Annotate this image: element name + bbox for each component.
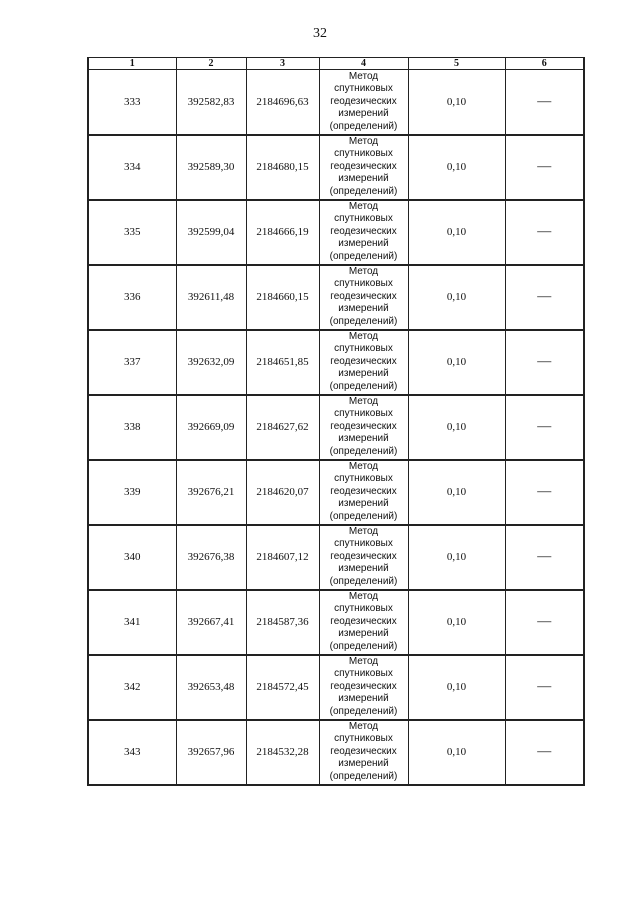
method-line: спутниковых: [334, 538, 393, 550]
method-line: спутниковых: [334, 603, 393, 615]
method-line: измерений: [338, 173, 389, 185]
coordinate-x: 392657,96: [176, 720, 246, 785]
method-line: Метод: [348, 135, 379, 147]
method-line: спутниковых: [334, 473, 393, 485]
coordinate-x: 392599,04: [176, 200, 246, 265]
accuracy-value: 0,10: [408, 70, 505, 135]
method-line: измерений: [338, 238, 389, 250]
method-line: (определений): [329, 510, 398, 522]
method-line: геодезических: [330, 355, 397, 367]
method-line: измерений: [338, 368, 389, 380]
coordinate-y: 2184666,19: [246, 200, 319, 265]
table-row: [88, 135, 584, 200]
method-cell: [319, 655, 408, 720]
method-line: геодезических: [330, 290, 397, 302]
note-dash: —: [505, 590, 584, 655]
coordinate-y: 2184627,62: [246, 395, 319, 460]
note-dash: —: [505, 265, 584, 330]
coordinate-x: 392611,48: [176, 265, 246, 330]
coordinate-x: 392632,09: [176, 330, 246, 395]
table-row: [88, 590, 584, 655]
method-line: спутниковых: [334, 733, 393, 745]
method-line: спутниковых: [334, 343, 393, 355]
method-line: Метод: [348, 525, 379, 537]
coordinate-x: 392582,83: [176, 70, 246, 135]
point-number: 335: [88, 200, 176, 265]
method-cell: [319, 720, 408, 785]
method-line: (определений): [329, 315, 398, 327]
table-row: [88, 330, 584, 395]
method-line: (определений): [329, 575, 398, 587]
header-col-2: 2: [176, 58, 246, 70]
method-cell: [319, 590, 408, 655]
method-line: геодезических: [330, 550, 397, 562]
coordinate-y: 2184572,45: [246, 655, 319, 720]
method-line: геодезических: [330, 485, 397, 497]
coordinate-x: 392589,30: [176, 135, 246, 200]
method-cell: [319, 200, 408, 265]
coordinate-y: 2184607,12: [246, 525, 319, 590]
coordinate-y: 2184696,63: [246, 70, 319, 135]
method-line: спутниковых: [334, 278, 393, 290]
coordinate-x: 392676,21: [176, 460, 246, 525]
point-number: 340: [88, 525, 176, 590]
accuracy-value: 0,10: [408, 460, 505, 525]
note-dash: —: [505, 70, 584, 135]
method-line: измерений: [338, 498, 389, 510]
note-dash: —: [505, 655, 584, 720]
method-line: Метод: [348, 460, 379, 472]
accuracy-value: 0,10: [408, 590, 505, 655]
method-line: Метод: [348, 70, 379, 82]
accuracy-value: 0,10: [408, 200, 505, 265]
table-row: [88, 200, 584, 265]
method-line: геодезических: [330, 420, 397, 432]
coordinate-y: 2184660,15: [246, 265, 319, 330]
header-col-1: 1: [88, 58, 176, 70]
note-dash: —: [505, 395, 584, 460]
method-line: измерений: [338, 563, 389, 575]
accuracy-value: 0,10: [408, 135, 505, 200]
point-number: 342: [88, 655, 176, 720]
method-line: (определений): [329, 770, 398, 782]
note-dash: —: [505, 200, 584, 265]
coordinate-x: 392676,38: [176, 525, 246, 590]
coordinate-y: 2184651,85: [246, 330, 319, 395]
method-cell: [319, 70, 408, 135]
method-cell: [319, 265, 408, 330]
header-col-6: 6: [505, 58, 584, 70]
method-cell: [319, 460, 408, 525]
point-number: 333: [88, 70, 176, 135]
method-line: спутниковых: [334, 148, 393, 160]
method-line: (определений): [329, 250, 398, 262]
method-line: геодезических: [330, 95, 397, 107]
method-cell: [319, 135, 408, 200]
point-number: 343: [88, 720, 176, 785]
method-line: (определений): [329, 185, 398, 197]
coordinate-y: 2184620,07: [246, 460, 319, 525]
method-line: измерений: [338, 433, 389, 445]
method-cell: [319, 395, 408, 460]
coordinates-table: [87, 57, 585, 786]
method-line: измерений: [338, 303, 389, 315]
coordinate-y: 2184532,28: [246, 720, 319, 785]
note-dash: —: [505, 720, 584, 785]
header-row: [88, 58, 584, 70]
accuracy-value: 0,10: [408, 525, 505, 590]
method-line: спутниковых: [334, 668, 393, 680]
method-line: измерений: [338, 108, 389, 119]
note-dash: —: [505, 525, 584, 590]
method-line: Метод: [348, 395, 379, 407]
method-line: (определений): [329, 380, 398, 392]
table-row: [88, 655, 584, 720]
method-line: Метод: [348, 200, 379, 212]
coordinate-x: 392669,09: [176, 395, 246, 460]
coordinate-y: 2184680,15: [246, 135, 319, 200]
header-col-4: 4: [319, 58, 408, 70]
table-row: [88, 720, 584, 785]
coordinate-x: 392667,41: [176, 590, 246, 655]
page-number: 32: [313, 26, 327, 41]
method-line: Метод: [348, 330, 379, 342]
accuracy-value: 0,10: [408, 720, 505, 785]
method-line: (определений): [329, 120, 398, 132]
note-dash: —: [505, 330, 584, 395]
coordinate-y: 2184587,36: [246, 590, 319, 655]
point-number: 338: [88, 395, 176, 460]
method-line: спутниковых: [334, 213, 393, 225]
method-line: Метод: [348, 720, 379, 732]
point-number: 336: [88, 265, 176, 330]
table-row: [88, 70, 584, 135]
method-line: измерений: [338, 758, 389, 770]
point-number: 334: [88, 135, 176, 200]
method-line: (определений): [329, 640, 398, 652]
note-dash: —: [505, 135, 584, 200]
method-line: измерений: [338, 628, 389, 640]
method-line: геодезических: [330, 615, 397, 627]
method-cell: [319, 525, 408, 590]
accuracy-value: 0,10: [408, 330, 505, 395]
method-line: геодезических: [330, 160, 397, 172]
point-number: 341: [88, 590, 176, 655]
method-line: Метод: [348, 265, 379, 277]
method-line: (определений): [329, 705, 398, 717]
table-row: [88, 460, 584, 525]
point-number: 337: [88, 330, 176, 395]
method-line: Метод: [348, 655, 379, 667]
accuracy-value: 0,10: [408, 265, 505, 330]
header-col-3: 3: [246, 58, 319, 70]
coordinate-x: 392653,48: [176, 655, 246, 720]
table-row: [88, 395, 584, 460]
method-line: спутниковых: [334, 408, 393, 420]
accuracy-value: 0,10: [408, 395, 505, 460]
method-line: спутниковых: [334, 83, 393, 94]
method-line: (определений): [329, 445, 398, 457]
table-header: [88, 58, 584, 70]
method-line: геодезических: [330, 680, 397, 692]
table-body: [88, 70, 584, 785]
accuracy-value: 0,10: [408, 655, 505, 720]
table-row: [88, 265, 584, 330]
table-row: [88, 525, 584, 590]
header-col-5: 5: [408, 58, 505, 70]
note-dash: —: [505, 460, 584, 525]
method-line: геодезических: [330, 225, 397, 237]
point-number: 339: [88, 460, 176, 525]
method-cell: [319, 330, 408, 395]
method-line: Метод: [348, 590, 379, 602]
method-line: измерений: [338, 693, 389, 705]
method-line: геодезических: [330, 745, 397, 757]
